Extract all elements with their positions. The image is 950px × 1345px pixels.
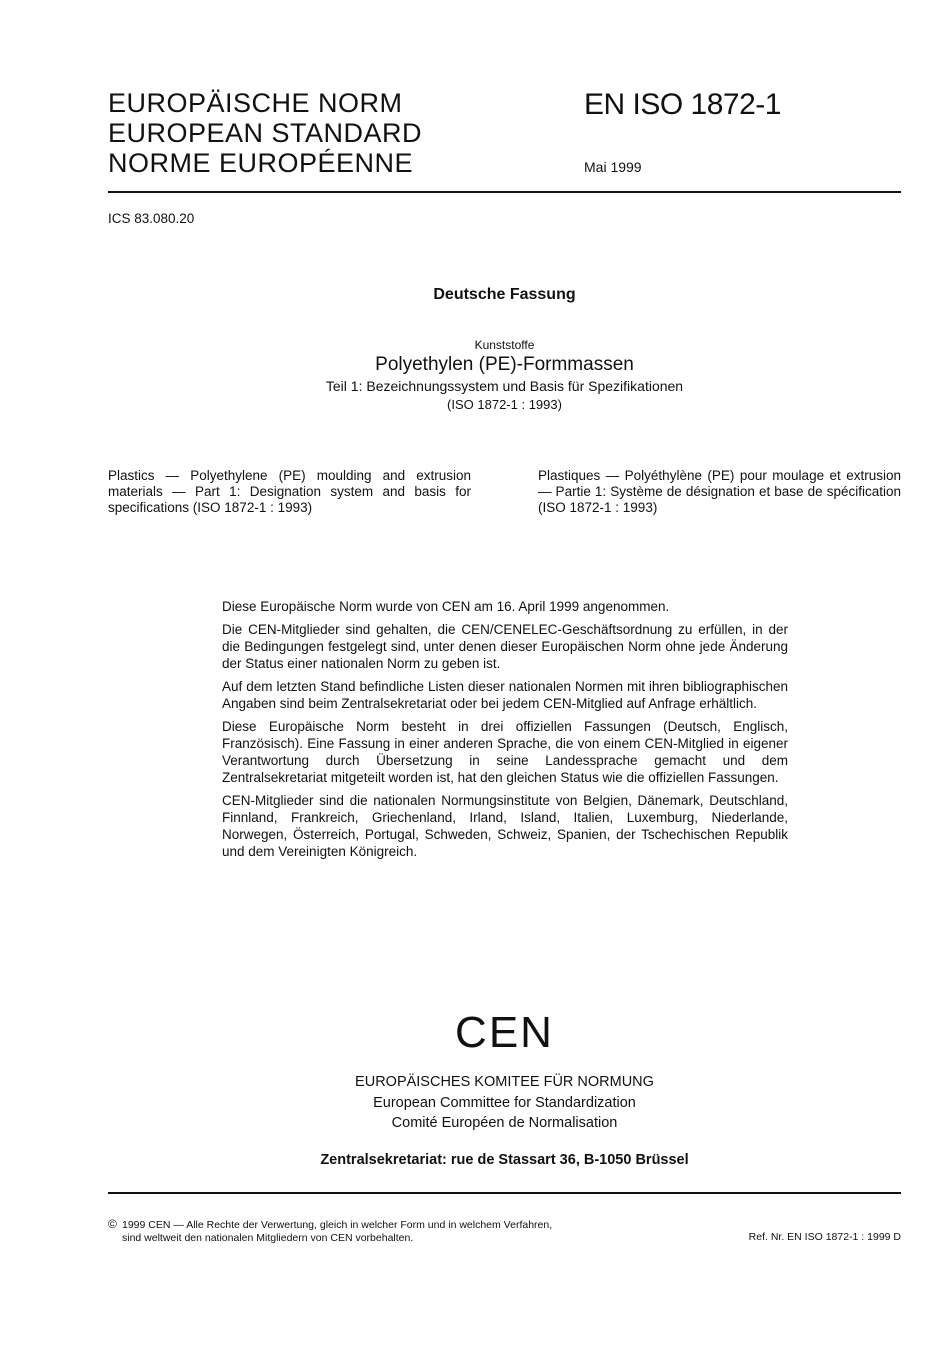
- publication-date: Mai 1999: [584, 159, 642, 175]
- copyright-icon: ©: [108, 1217, 117, 1231]
- paragraph: Diese Europäische Norm wurde von CEN am 16. April 1999 angenommen.: [222, 599, 670, 614]
- org-name-german: EUROPÄISCHES KOMITEE FÜR NORMUNG: [355, 1074, 654, 1090]
- ics-code: ICS 83.080.20: [108, 211, 195, 226]
- organization-names: [108, 1072, 901, 1134]
- version-label: Deutsche Fassung: [433, 286, 576, 303]
- iso-reference: (ISO 1872-1 : 1993): [447, 397, 562, 412]
- title-category: Kunststoffe: [474, 338, 535, 352]
- footer-divider: [108, 1192, 901, 1194]
- heading-french: NORME EUROPÉENNE: [108, 148, 414, 178]
- org-name-english: European Committee for Standardization: [373, 1094, 636, 1111]
- copyright-line: sind weltweit den nationalen Mitgliedern von CEN vorbehalten.: [122, 1232, 414, 1244]
- header-divider: [108, 191, 901, 193]
- paragraph: Diese Europäische Norm besteht in drei offiziellen Fassungen (Deutsch, Englisch, Französisch). Eine Fassung in einer anderen Sprache, die von einem CEN-Mitglied in eigener Verantwortung durch Übersetzung in seine Landessprache gemacht und dem Zentralsekretariat mitgeteilt worden ist, hat den gleichen Status wie die offiziellen Fassungen.: [222, 719, 788, 785]
- heading-english: EUROPEAN STANDARD: [108, 118, 423, 148]
- paragraph: CEN-Mitglieder sind die nationalen Normungsinstitute von Belgien, Dänemark, Deutschland, Finnland, Frankreich, Griechenland, Irland, Island, Italien, Luxemburg, Niederlande, Norwegen, Österreich, Portugal, Schweden, Schweiz, Spanien, der Tschechischen Republik und dem Vereinigten Königreich.: [222, 793, 788, 859]
- reference-number: Ref. Nr. EN ISO 1872-1 : 1999 D: [748, 1231, 901, 1243]
- document-title: Polyethylen (PE)-Formmassen: [375, 354, 634, 375]
- document-subtitle: Teil 1: Bezeichnungssystem und Basis für Spezifikationen: [325, 378, 684, 394]
- paragraph: Die CEN-Mitglieder sind gehalten, die CEN/CENELEC-Geschäftsordnung zu erfüllen, in der die Bedingungen festgelegt sind, unter denen dieser Europäischen Norm ohne jede Änderung der Status einer nationalen Norm zu geben ist.: [222, 622, 788, 671]
- copyright-line: 1999 CEN — Alle Rechte der Verwertung, gleich in welcher Form und in welchem Verfahren,: [122, 1219, 553, 1231]
- org-name-french: Comité Européen de Normalisation: [391, 1115, 618, 1131]
- secretariat-address: Zentralsekretariat: rue de Stassart 36, B-1050 Brüssel: [320, 1152, 689, 1168]
- document-number: EN ISO 1872-1: [584, 88, 781, 121]
- standard-type-heading: [108, 88, 422, 178]
- heading-german: EUROPÄISCHE NORM: [108, 88, 403, 118]
- copyright-notice: [108, 1218, 552, 1245]
- paragraph: Auf dem letzten Stand befindliche Listen dieser nationalen Normen mit ihren bibliographischen Angaben sind beim Zentralsekretariat oder bei jedem CEN-Mitglied auf Anfrage erhältlich.: [222, 679, 788, 711]
- french-title: Plastiques — Polyéthylène (PE) pour moulage et extrusion — Partie 1: Système de désignation et base de spécification (ISO 1872-1 : 1993): [538, 468, 901, 515]
- english-title: Plastics — Polyethylene (PE) moulding and extrusion materials — Part 1: Designation system and basis for specifications (ISO 1872-1 : 1993): [108, 468, 471, 515]
- cen-logo: CEN: [455, 1008, 554, 1057]
- body-text: [222, 598, 788, 866]
